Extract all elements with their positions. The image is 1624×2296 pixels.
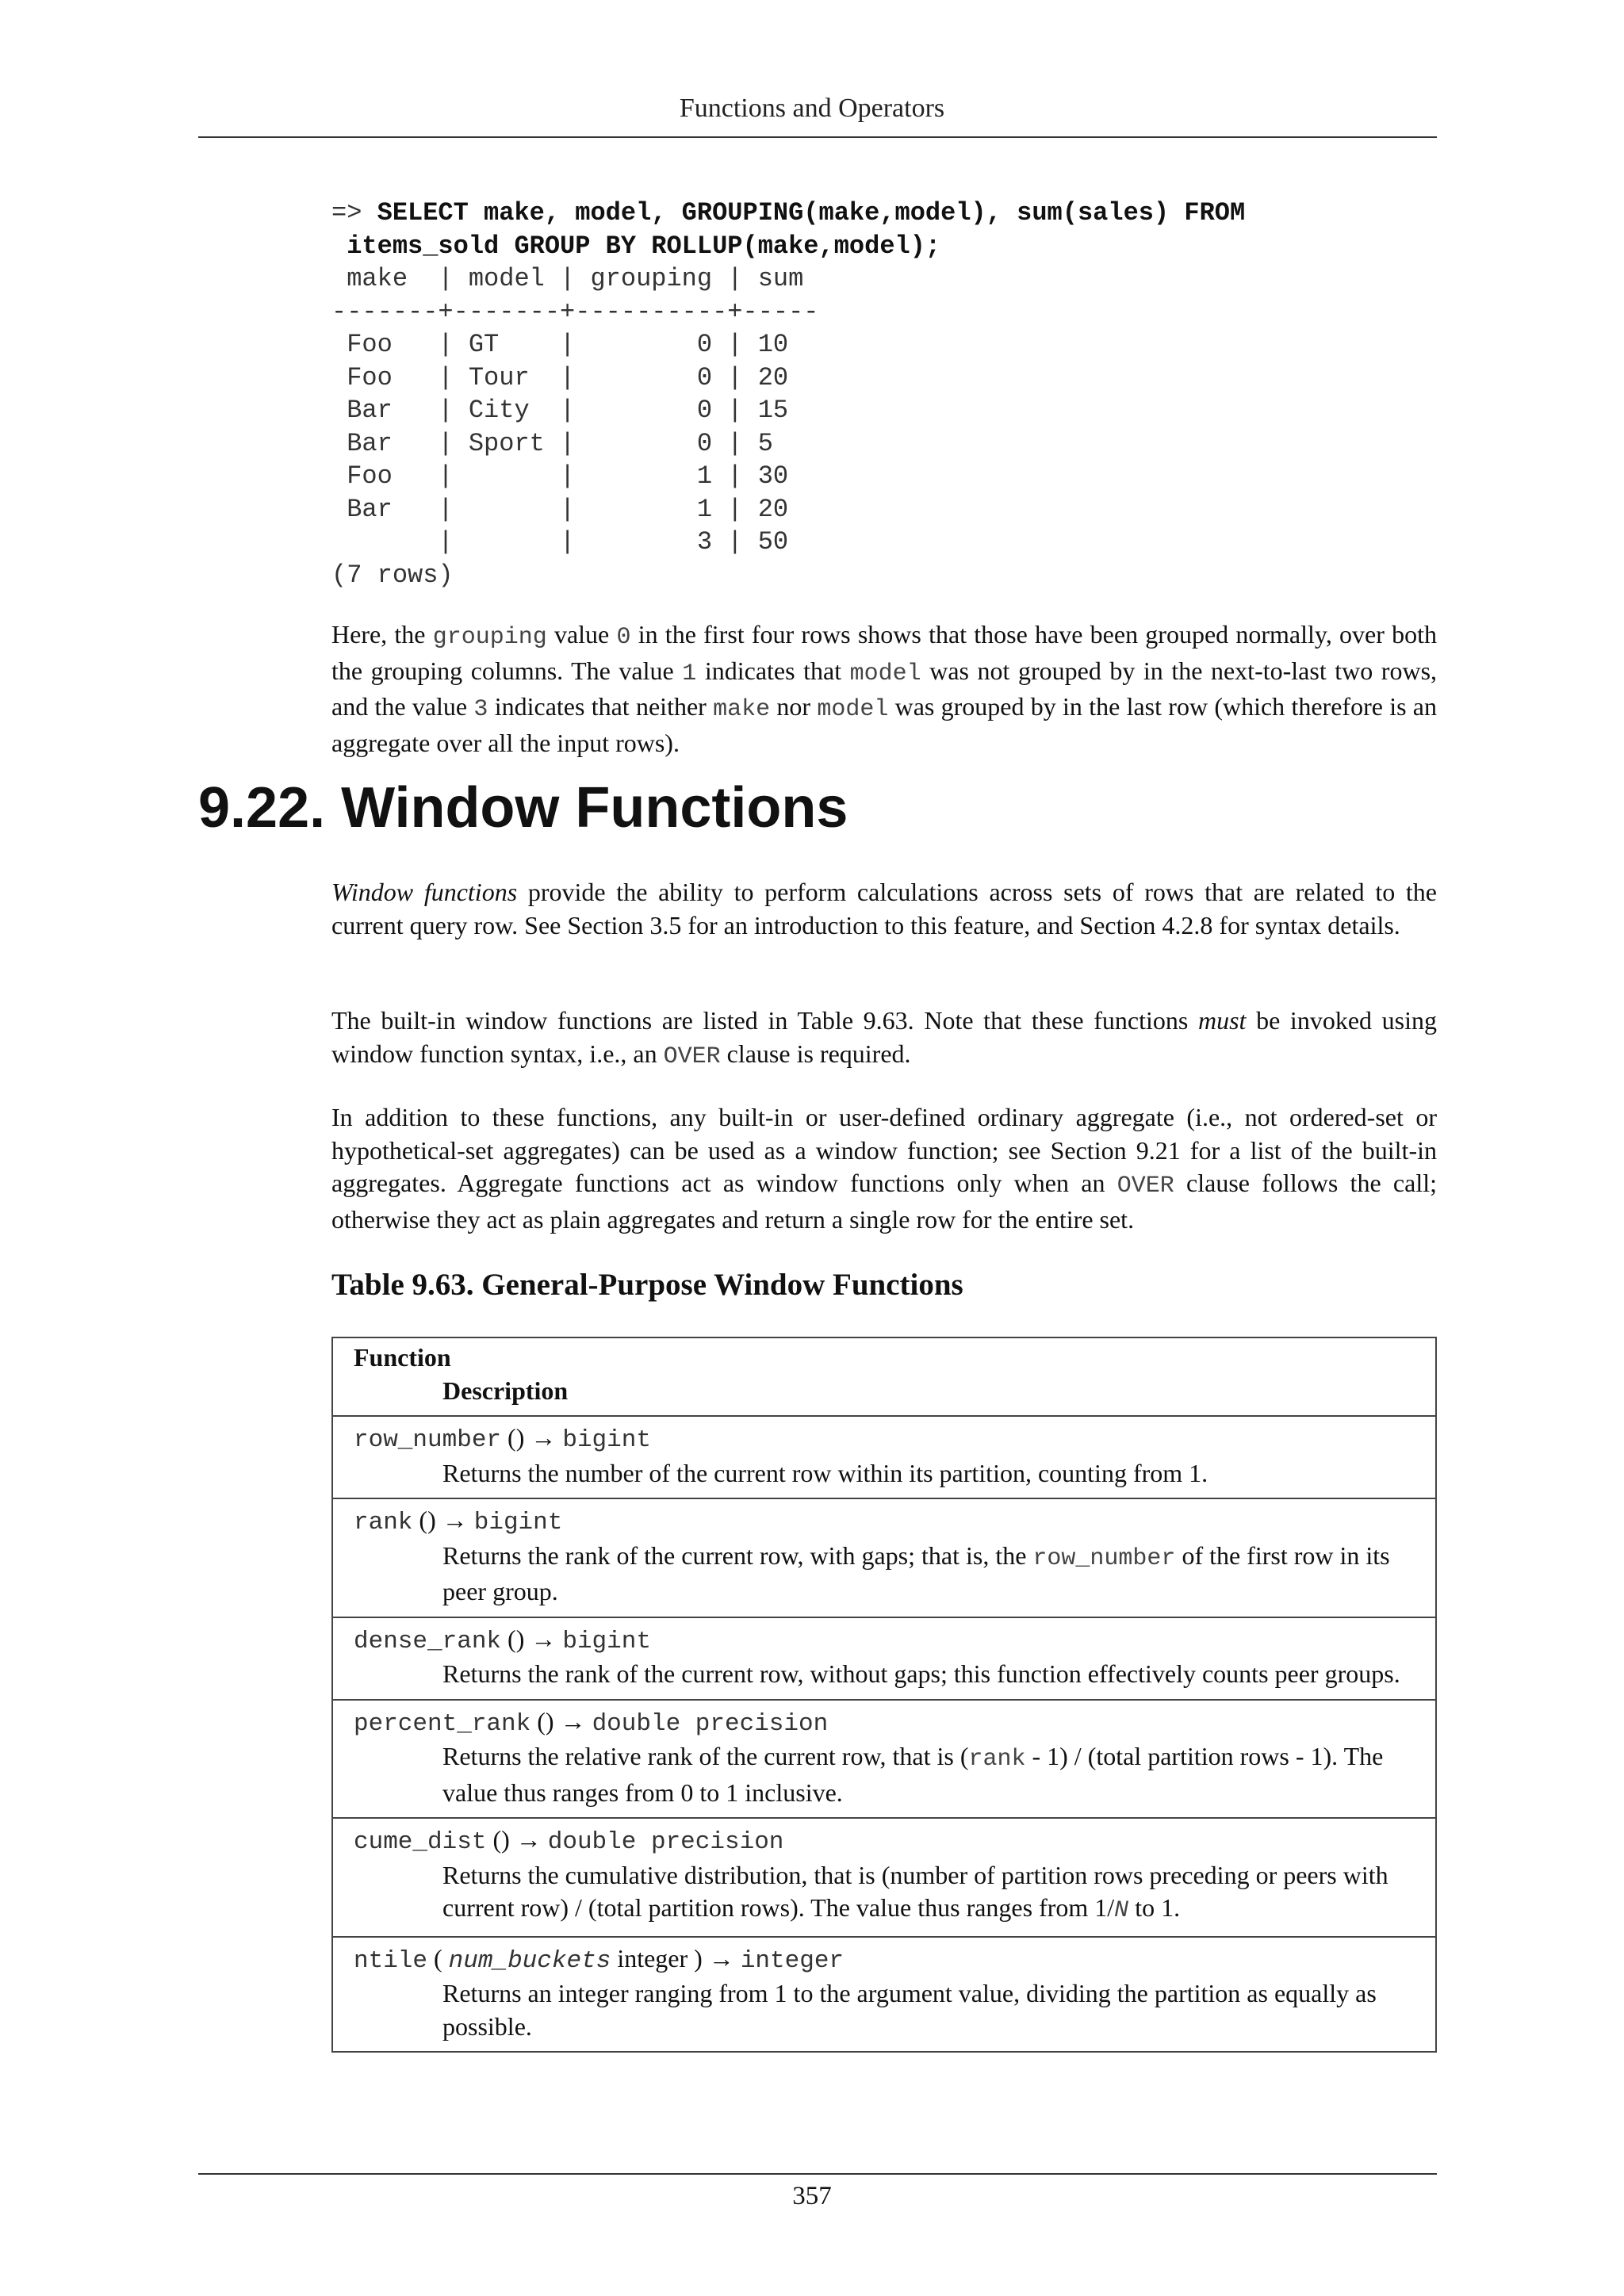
function-description: Returns the relative rank of the current row, that is (rank - 1) / (total partition rows - 1). The value thus ranges from 0 to 1 inclusive. (442, 1742, 1384, 1807)
function-signature: percent_rank () → double precision (354, 1706, 829, 1738)
table-caption: Table 9.63. General-Purpose Window Functions (331, 1268, 963, 1302)
function-description: Returns the number of the current row within its partition, counting from 1. (442, 1458, 1208, 1487)
sql-result-output: make | model | grouping | sum -------+-------+----------+----- Foo | GT | 0 | 10 Foo | Tour | 0 | 20 Bar | City | 0 | 15 Bar | Sport | 0 | 5 Foo | | 1 | 30 Bar | | 1 | 20 | | 3 | 50 (7 rows) (331, 264, 819, 590)
function-signature: ntile ( num_buckets integer ) → integer (354, 1943, 845, 1975)
window-functions-table (331, 1337, 1437, 2053)
function-description: Returns an integer ranging from 1 to the argument value, dividing the partition as equally as possible. (442, 1979, 1377, 2041)
footer-rule (198, 2173, 1437, 2175)
grouping-explanation-paragraph: Here, the grouping value 0 in the first four rows shows that those have been grouped normally, over both the grouping columns. The value 1 indicates that model was not grouped by in the next-to-last two rows, and the value 3 indicates that neither make nor model was grouped by in the last row (which therefore is an aggregate over all the input rows). (331, 620, 1438, 757)
running-header: Functions and Operators (679, 94, 945, 123)
table-row (332, 1498, 1436, 1617)
page-number: 357 (792, 2182, 832, 2210)
sql-query-line-1: SELECT make, model, GROUPING(make,model), sum(sales) FROM (377, 198, 1246, 228)
builtin-window-functions-paragraph: The built-in window functions are listed in Table 9.63. Note that these functions must be invoked using window function syntax, i.e., an OVER clause is required. (331, 1006, 1438, 1070)
function-signature: cume_dist () → double precision (354, 1825, 784, 1856)
table-row (332, 1700, 1436, 1819)
aggregate-window-paragraph: In addition to these functions, any built-in or user-defined ordinary aggregate (i.e., not ordered-set or hypothetical-set aggregates) can be used as a window function; see Section 9.21 for a list of the built-in aggregates. Aggregate functions act as window functions only when an OVER clause follows the call; otherwise they act as plain aggregates and return a single row for the entire set. (331, 1103, 1438, 1234)
table-row (332, 1818, 1436, 1937)
sql-prompt: => (331, 198, 377, 228)
table-header-row (332, 1337, 1436, 1416)
sql-example-block (331, 197, 1245, 591)
header-rule (198, 136, 1437, 138)
function-signature: rank () → bigint (354, 1506, 563, 1536)
function-description: Returns the rank of the current row, with gaps; that is, the row_number of the first row in its peer group. (442, 1540, 1390, 1605)
header-description: Description (442, 1376, 569, 1405)
table-row (332, 1937, 1436, 2053)
function-signature: dense_rank () → bigint (354, 1624, 651, 1655)
header-function: Function (354, 1343, 451, 1372)
table-row (332, 1617, 1436, 1700)
function-description: Returns the cumulative distribution, that is (number of partition rows preceding or peers with current row) / (total partition rows). The value thus ranges from 1/N to 1. (442, 1860, 1388, 1924)
function-signature: row_number () → bigint (354, 1423, 651, 1454)
table-row (332, 1416, 1436, 1498)
function-description: Returns the rank of the current row, without gaps; this function effectively counts peer groups. (442, 1659, 1400, 1688)
section-title: 9.22. Window Functions (198, 776, 848, 840)
window-functions-intro-paragraph: Window functions provide the ability to perform calculations across sets of rows that are related to the current query row. See Section 3.5 for an introduction to this feature, and Section 4.2.8 for syntax details. (331, 878, 1438, 939)
sql-query-line-2: items_sold GROUP BY ROLLUP(make,model); (331, 231, 941, 261)
